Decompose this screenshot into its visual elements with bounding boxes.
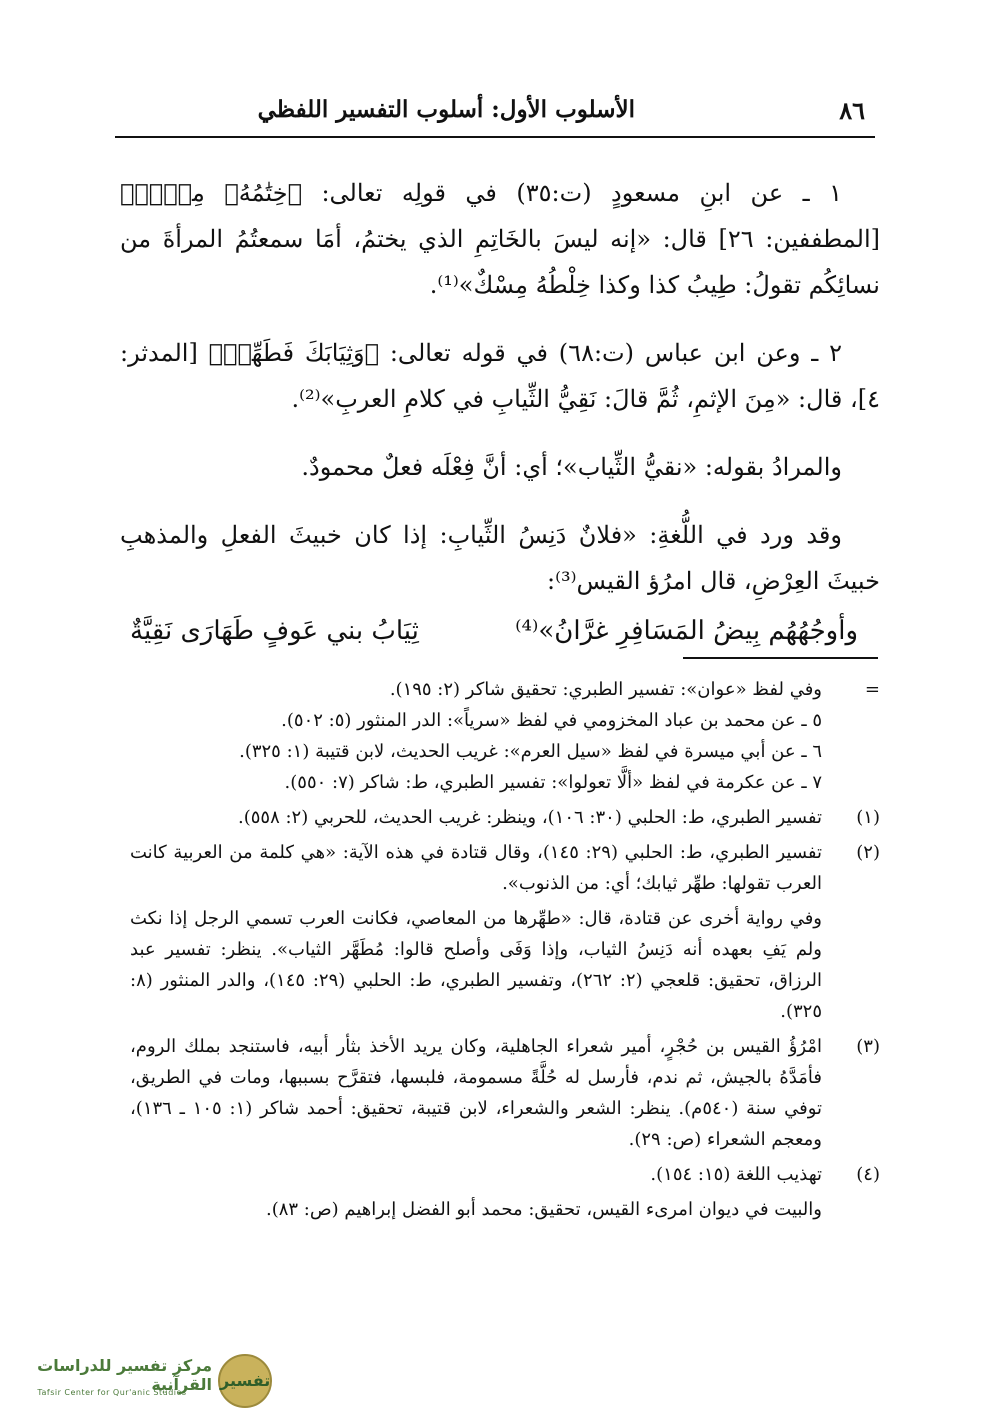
footnote-line: ٦ ـ عن أبي ميسرة في لفظ «سيل العرم»: غريب الحديث، لابن قتيبة (١: ٣٢٥). (239, 741, 822, 762)
main-text (120, 170, 880, 646)
logo-emblem-icon: تفسير (218, 1354, 272, 1408)
footnote-1 (130, 802, 880, 833)
footnote-line: وفي لفظ «عوان»: تفسير الطبري: تحقيق شاكر (٢: ١٩٥). (389, 679, 822, 700)
logo-english-name: Tafsir Center for Qur'anic Studies (37, 1388, 187, 1397)
footnote-4-continuation: والبيت في ديوان امرىء القيس، تحقيق: محمد أبو الفضل إبراهيم (ص: ٨٣). (265, 1199, 822, 1220)
footnote-2-mark: (٢) (856, 842, 880, 863)
footnote-line: ٥ ـ عن محمد بن عباد المخزومي في لفظ «سرياً»: الدر المنثور (٥: ٥٠٢). (281, 710, 822, 731)
footnote-4 (130, 1159, 880, 1190)
footnote-continuation (130, 674, 880, 798)
tafsir-center-logo (8, 1352, 270, 1408)
page-header (115, 92, 875, 138)
footnote-3-text: امْرُؤُ القيس بن حُجْرٍ، أمير شعراء الجاهلية، وكان يريد الأخذ بثأر أبيه، فاستنجد بملك الروم، فأمَدَّهُ بالجيش، ثم ندم، فأرسل له حُلَّةً مسمومة، فلبسها، فتقرَّح بسببها، ومات في الطريق، توفي سنة (٥٤٠م). ينظر: الشعر والشعراء، لابن قتيبة، تحقيق: أحمد شاكر (١: ١٠٥ ـ ١٣٦)، ومعجم الشعراء (ص: ٢٩). (130, 1036, 823, 1150)
running-title: الأسلوب الأول: أسلوب التفسير اللفظي (257, 96, 635, 123)
footnote-continuation-mark: = (864, 679, 880, 700)
footnote-3-mark: (٣) (856, 1036, 880, 1057)
footnote-1-text: تفسير الطبري، ط: الحلبي (٣٠: ١٠٦)، وينظر: غريب الحديث، للحربي (٢: ٥٥٨). (237, 807, 822, 828)
footnote-3 (130, 1031, 880, 1155)
footnotes (130, 674, 880, 1229)
footnote-4-mark: (٤) (856, 1164, 880, 1185)
poetry-verse (120, 616, 880, 646)
footnote-separator (683, 657, 878, 659)
verse-second-hemistich: وأوجُهُهُم بِيضُ المَسَافِرِ غرَّانُ»⁽⁴⁾ (515, 616, 858, 646)
logo-arabic-name: مركز تفسير للدراسات القرآنية (37, 1356, 212, 1394)
paragraph-4: وقد ورد في اللُّغةِ: «فلانٌ دَنِسُ الثِّيابِ: إذا كان خبيثَ الفعلِ والمذهبِ خبيثَ العِرْضِ، قال امرُؤ القيس⁽³⁾: (120, 521, 880, 595)
footnote-line: ٧ ـ عن عكرمة في لفظ «ألَّا تعولوا»: تفسير الطبري، ط: شاكر (٧: ٥٥٠). (284, 772, 822, 793)
footnote-2-continuation: وفي رواية أخرى عن قتادة، قال: «طهِّرها من المعاصي، فكانت العرب تسمي الرجل إذا نكث ولم يَفِ بعهده أنه دَنِسُ الثياب، وإذا وَفَى وأصلح قالوا: مُطَهَّر الثياب». ينظر: تفسير عبد الرزاق، تحقيق: قلعجي (٢: ٢٦٢)، وتفسير الطبري، ط: الحلبي (٢٩: ١٤٥)، والدر المنثور (٨: ٣٢٥). (130, 908, 822, 1022)
paragraph-3: والمرادُ بقوله: «نقيُّ الثِّياب»؛ أي: أنَّ فِعْلَه فعلٌ محمودٌ. (301, 453, 842, 481)
verse-first-hemistich: ثِيَابُ بني عَوفٍ طَهَارَى نَقِيَّةٌ (130, 616, 419, 646)
page-number: ٨٦ (839, 96, 865, 125)
footnote-2 (130, 837, 880, 899)
paragraph-1: ١ ـ عن ابنِ مسعودٍ (ت:٣٥) في قولِه تعالى: ﴿خِتَٰمُهُۥ مِسۡكٞ﴾ [المطففين: ٢٦] قال: «إنه ليسَ بالخَاتِمِ الذي يختمُ، أمَا سمعتُمُ المرأةَ من نسائِكُم تقولُ: طِيبُ كذا وكذا خِلْطُهُ مِسْكٌ»⁽¹⁾. (120, 179, 880, 299)
paragraph-2: ٢ ـ وعن ابن عباس (ت:٦٨) في قوله تعالى: ﴿وَثِيَابَكَ فَطَهِّرۡ﴾ [المدثر: ٤]، قال: «مِنَ الإثمِ، ثُمَّ قالَ: نَقِيُّ الثِّيابِ في كلامِ العربِ»⁽²⁾. (120, 339, 880, 413)
footnote-2-text: تفسير الطبري، ط: الحلبي (٢٩: ١٤٥)، وقال قتادة في هذه الآية: «هي كلمة من العربية كانت العرب تقولها: طهِّر ثيابك؛ أي: من الذنوب». (130, 842, 822, 894)
footnote-4-text: تهذيب اللغة (١٥: ١٥٤). (650, 1164, 822, 1185)
footnote-1-mark: (١) (856, 807, 880, 828)
